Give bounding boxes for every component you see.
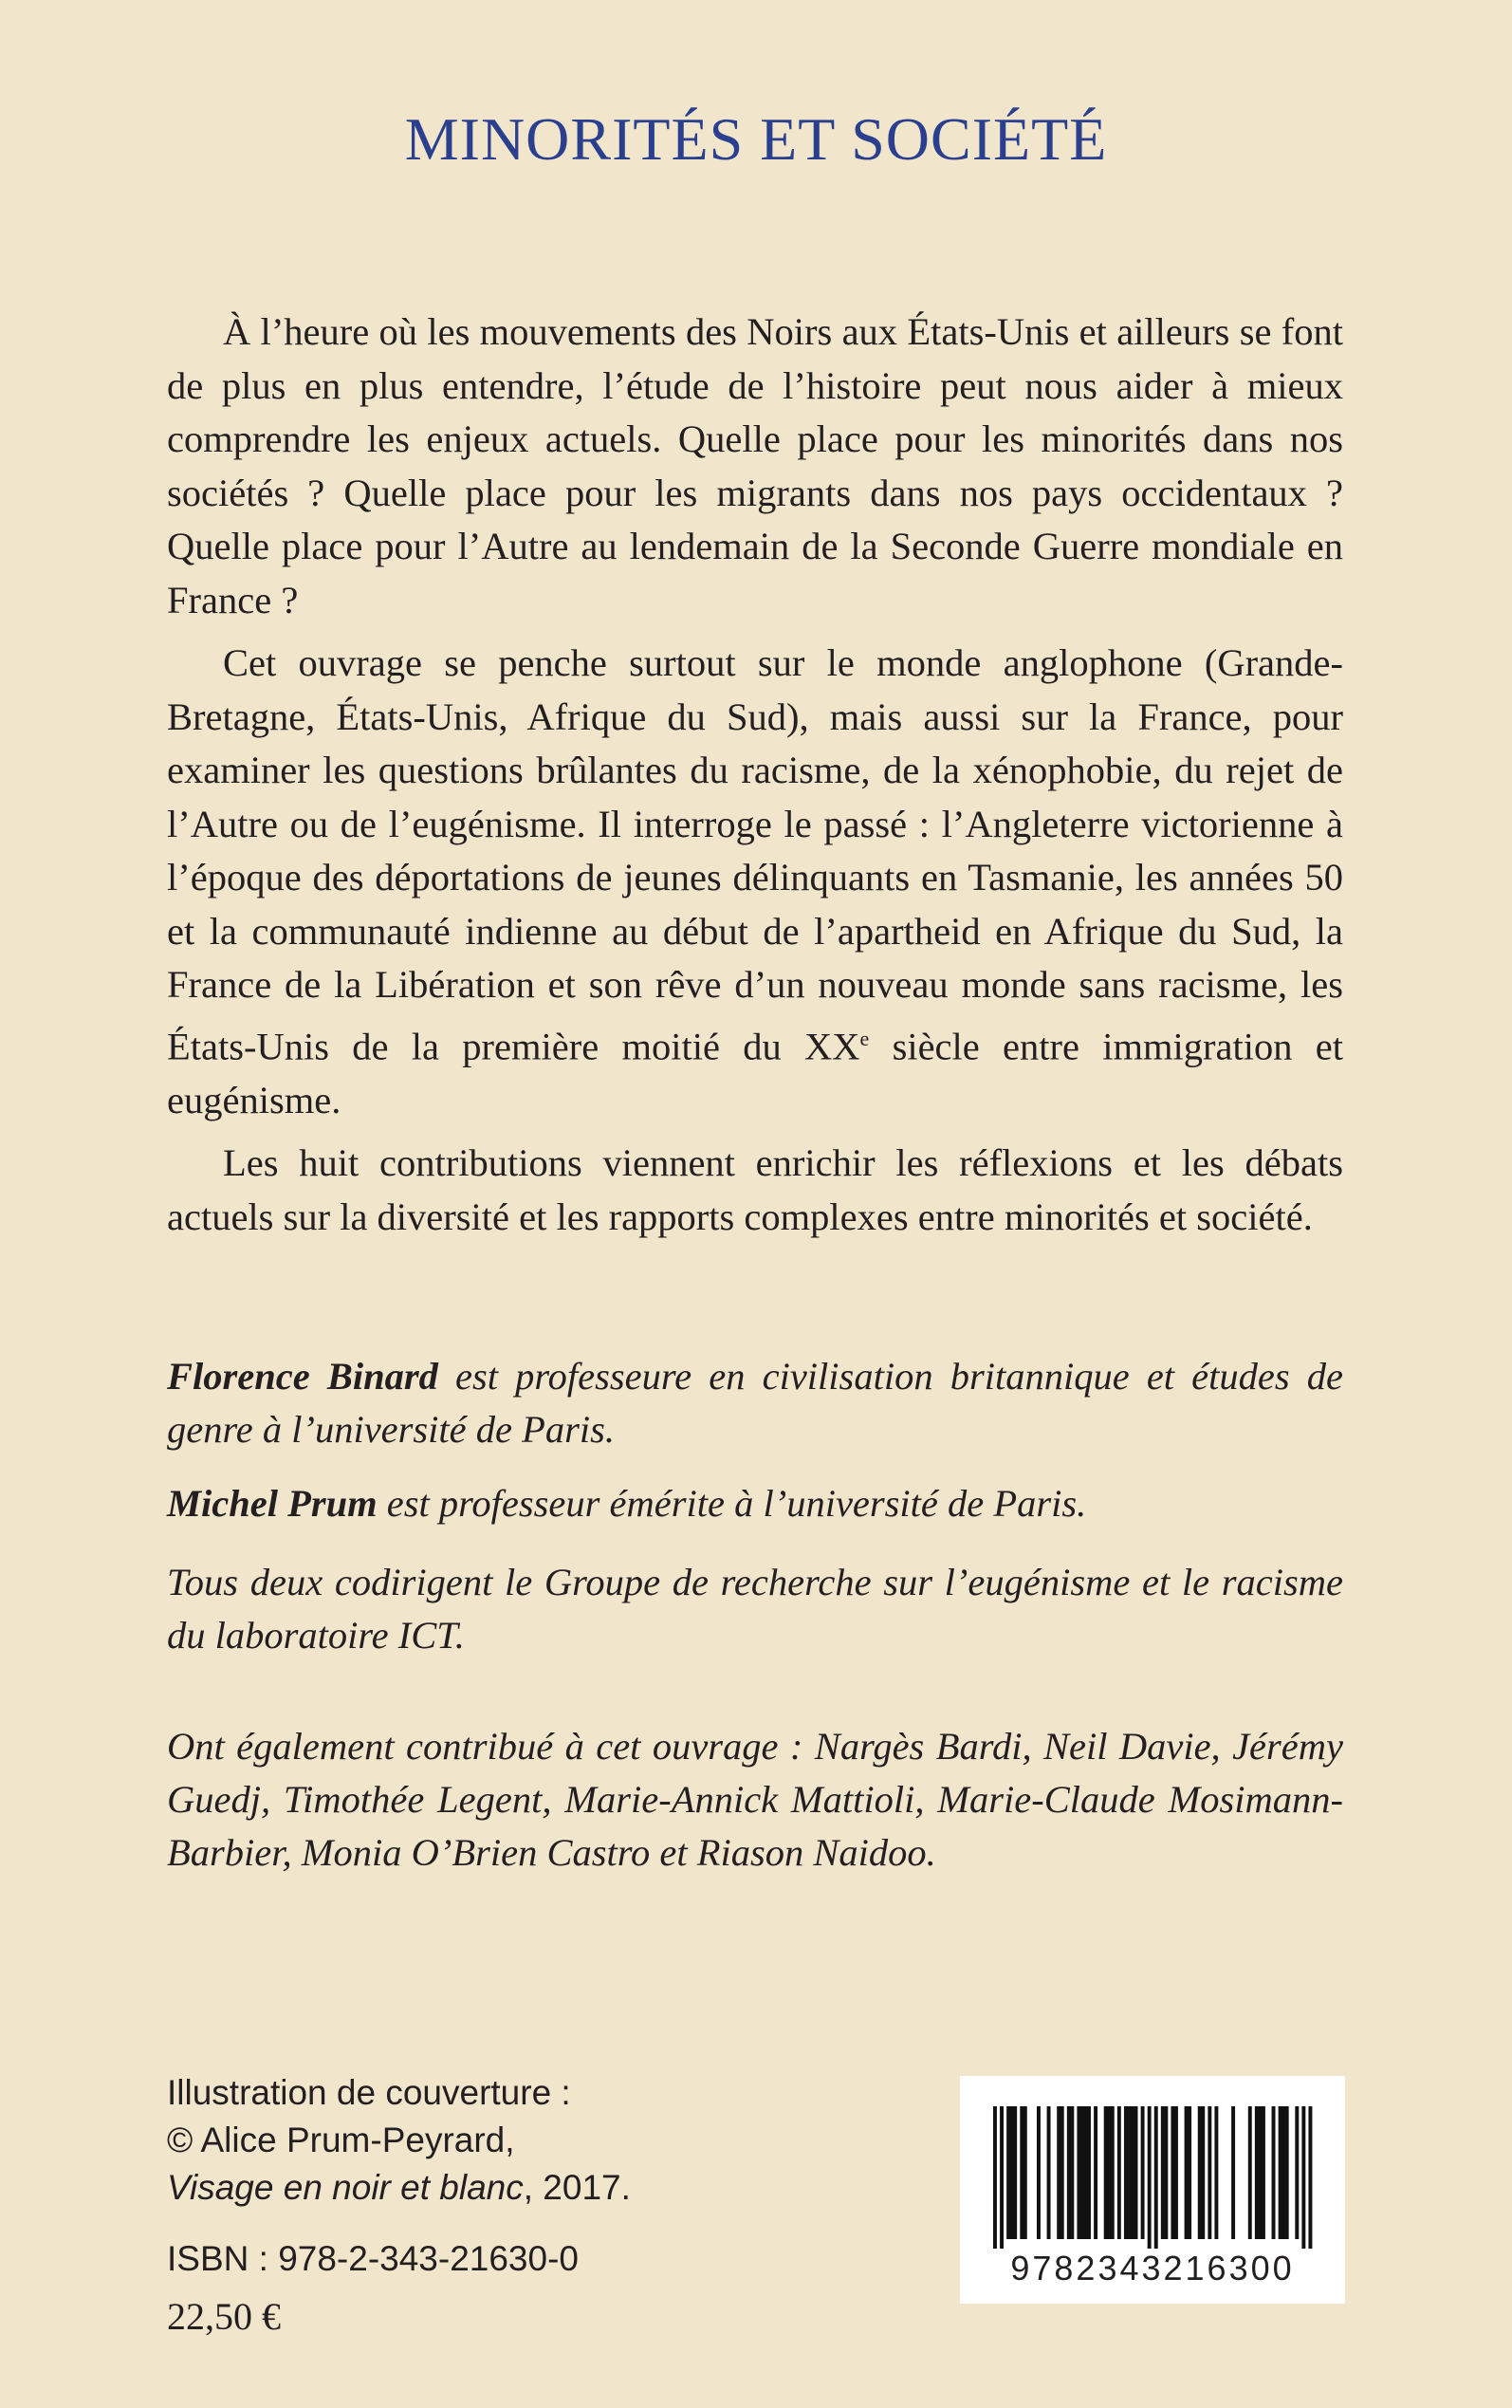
barcode-bar	[1077, 2106, 1080, 2239]
bio-binard-text: est professeure en civilisation britannique et études de genre à l’université de Paris.	[167, 1355, 1343, 1451]
barcode-bar	[1127, 2106, 1131, 2239]
barcode-bar	[1272, 2106, 1276, 2239]
barcode-bar	[1047, 2106, 1051, 2239]
barcode-bar	[993, 2106, 997, 2249]
contributors: Ont également contribué à cet ouvrage : Nargès Bardi, Neil Davie, Jérémy Guedj, Timothée Legent, Marie-Annick Mattioli, Marie-Claude Mosimann-Barbier, Monia O’Brien Castro et Riason Naidoo.	[167, 1725, 1343, 1874]
barcode-bar	[1020, 2106, 1023, 2239]
author-name-prum: Michel Prum	[167, 1482, 378, 1525]
barcode-bar	[1006, 2106, 1010, 2239]
century-superscript: e	[859, 1026, 870, 1050]
isbn: ISBN : 978-2-343-21630-0	[167, 2239, 579, 2278]
barcode-bar	[1154, 2106, 1158, 2249]
barcode	[960, 2076, 1345, 2304]
barcode-bar	[1161, 2106, 1165, 2239]
price: 22,50 €	[167, 2295, 281, 2338]
barcode-bar	[1198, 2106, 1202, 2239]
blurb-paragraph-2-text: Cet ouvrage se penche surtout sur le monde anglophone (Grande-Bretagne, États-Unis, Afrique du Sud), mais aussi sur la France, pour examiner les questions brûlantes du racisme, de la xénophobie, du rejet de l’Autre ou de l’eugénisme. Il interroge le passé : l’Angleterre victorienne à l’époque des déportations de jeunes délinquants en Tasmanie, les années 50 et la communauté indienne au début de l’apartheid en Afrique du Sud, la France de la Libération et son rêve d’un nouveau monde sans racisme, les États-Unis de la première moitié du	[167, 641, 1343, 1067]
barcode-bar	[1308, 2106, 1312, 2249]
barcode-bar	[1117, 2106, 1121, 2239]
barcode-bar	[1067, 2106, 1071, 2239]
barcode-bar	[1131, 2106, 1134, 2239]
barcode-bar	[1094, 2106, 1097, 2239]
cover-credits	[167, 2069, 831, 2212]
barcode-bar	[1141, 2106, 1145, 2239]
barcode-bar	[1255, 2106, 1259, 2239]
barcode-bar	[1124, 2106, 1128, 2239]
author-name-binard: Florence Binard	[167, 1355, 438, 1398]
barcode-bar	[1104, 2106, 1108, 2239]
bio-binard	[167, 1350, 1343, 1456]
bio-both: Tous deux codirigent le Groupe de recherche sur l’eugénisme et le racisme du laboratoire ICT.	[167, 1561, 1343, 1657]
barcode-bar	[1171, 2106, 1174, 2239]
credits-line-2: © Alice Prum-Peyrard,	[167, 2121, 515, 2159]
barcode-number: 9782343216300	[1010, 2249, 1295, 2288]
bio-prum	[167, 1477, 1343, 1530]
barcode-bar	[1080, 2106, 1084, 2239]
author-bios	[167, 1350, 1343, 1880]
blurb-paragraph-2-end: siècle entre immigration et eugénisme.	[167, 1025, 1343, 1121]
artwork-title: Visage en noir et blanc	[167, 2168, 524, 2207]
barcode-bar	[1134, 2106, 1138, 2239]
barcode-bar	[1111, 2106, 1115, 2239]
barcode-bar	[1070, 2106, 1074, 2239]
barcode-bar	[1208, 2106, 1211, 2239]
barcode-bar	[1000, 2106, 1004, 2249]
barcode-bar	[1301, 2106, 1305, 2249]
barcode-bar	[1060, 2106, 1064, 2239]
barcode-bar	[1013, 2106, 1017, 2239]
bio-prum-text: est professeur émérite à l’université de Paris.	[377, 1482, 1087, 1525]
barcode-bar	[1285, 2106, 1289, 2239]
barcode-bar	[1262, 2106, 1265, 2239]
barcode-bar	[1282, 2106, 1285, 2239]
barcode-bar	[1107, 2106, 1111, 2239]
credits-line-3	[167, 2164, 831, 2212]
barcode-bar	[1083, 2106, 1087, 2239]
artwork-year: , 2017.	[523, 2168, 631, 2207]
barcode-bar	[1087, 2106, 1091, 2239]
blurb-paragraph-3: Les huit contributions viennent enrichir les réflexions et les débats actuels sur la diversité et les rapports complexes entre minorités et société.	[167, 1141, 1343, 1238]
barcode-bar	[1295, 2106, 1299, 2239]
barcode-bar	[1164, 2106, 1168, 2239]
barcode-bar	[1279, 2106, 1282, 2239]
book-title: MINORITÉS ET SOCIÉTÉ	[404, 105, 1108, 173]
credits-line-1: Illustration de couverture :	[167, 2073, 571, 2112]
barcode-bar	[1201, 2106, 1205, 2239]
barcode-bar	[1231, 2106, 1235, 2239]
barcode-bar	[1258, 2106, 1262, 2239]
barcode-bar	[1023, 2106, 1027, 2239]
barcode-bar	[1188, 2106, 1191, 2239]
barcode-bar	[1185, 2106, 1189, 2239]
blurb	[167, 306, 1343, 1253]
barcode-bar	[1174, 2106, 1178, 2239]
barcode-bar	[1148, 2106, 1152, 2249]
blurb-paragraph-1: À l’heure où les mouvements des Noirs aux États-Unis et ailleurs se font de plus en plus entendre, l’étude de l’histoire peut nous aider à mieux comprendre les enjeux actuels. Quelle place pour les minorités dans nos sociétés ? Quelle place pour les migrants dans nos pays occidentaux ? Quelle place pour l’Autre au lendemain de la Seconde Guerre mondiale en France ?	[167, 310, 1343, 621]
barcode-bar	[1214, 2106, 1218, 2239]
blurb-paragraph-2	[167, 637, 1343, 1127]
barcode-bar	[1010, 2106, 1014, 2239]
barcode-bar	[1248, 2106, 1252, 2239]
barcode-bar	[1057, 2106, 1060, 2239]
century-numeral: XX	[804, 1025, 860, 1067]
barcode-bar	[1037, 2106, 1041, 2239]
